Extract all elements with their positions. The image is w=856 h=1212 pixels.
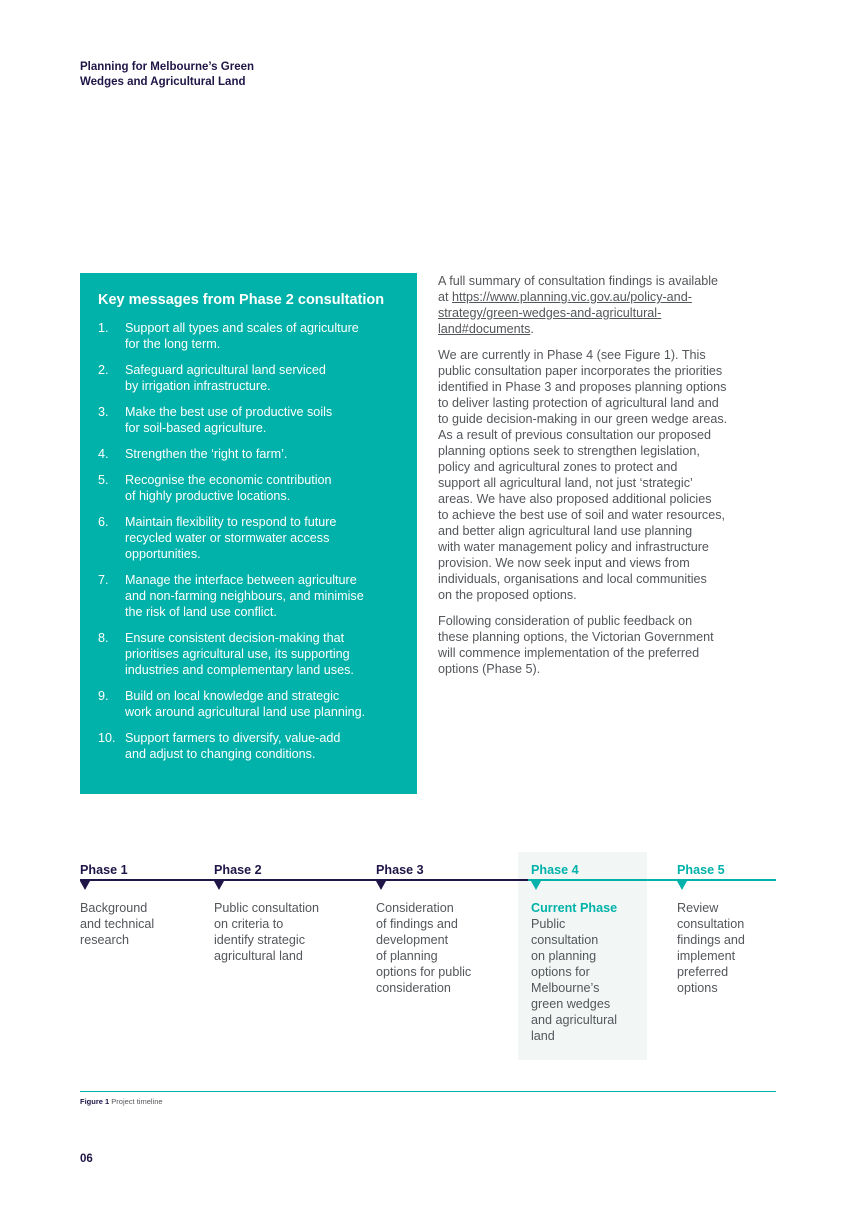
item-number: 7. — [98, 573, 109, 587]
phase-description: Background and technical research — [80, 901, 155, 947]
item-number: 3. — [98, 405, 109, 419]
phase-description: Consideration of findings and development of planning options for public consideration — [376, 901, 472, 995]
header-line-2: Wedges and Agricultural Land — [80, 76, 246, 88]
timeline-marker-icon — [214, 881, 224, 890]
item-line: and non-farming neighbours, and minimise — [125, 589, 364, 603]
summary-end: . — [530, 322, 534, 336]
figure-caption-text: Project timeline — [109, 1097, 163, 1106]
project-timeline — [80, 852, 776, 1062]
phase-title: Phase 3 — [376, 863, 424, 877]
item-line: industries and complementary land uses. — [125, 663, 354, 677]
key-message-item — [98, 730, 403, 762]
header-line-1: Planning for Melbourne’s Green — [80, 61, 255, 73]
summary-intro: A full summary of consultation findings is available — [438, 274, 719, 288]
key-messages-title: Key messages from Phase 2 consultation — [98, 292, 385, 308]
key-messages-box — [80, 273, 417, 794]
item-line: recycled water or stormwater access — [125, 531, 330, 545]
key-message-item — [98, 630, 403, 678]
item-line: Build on local knowledge and strategic — [125, 689, 340, 703]
item-line: for the long term. — [125, 337, 221, 351]
key-message-item — [98, 320, 403, 352]
item-line: Maintain flexibility to respond to future — [125, 515, 337, 529]
key-message-item — [98, 404, 403, 436]
timeline-line-completed — [80, 879, 528, 881]
item-number: 8. — [98, 631, 109, 645]
phase-title: Phase 2 — [214, 863, 262, 877]
item-line: Support all types and scales of agriculture — [125, 321, 359, 335]
running-header — [80, 60, 300, 90]
documents-link[interactable]: https://www.planning.vic.gov.au/policy-and- strategy/green-wedges-and-agricultural- land#documents — [438, 290, 692, 336]
phase4-paragraph: We are currently in Phase 4 (see Figure 1). This public consultation paper incorporates the priorities identified in Phase 3 and proposes planning options to deliver lasting protection of agricultural land and to guide decision-making in our green wedge areas. As a result of previous consultation our proposed planning options seek to strengthen legislation, policy and agricultural zones to protect and support all agricultural land, not just ‘strategic’ areas. We have also proposed additional policies to achieve the best use of soil and water resources, and better align agricultural land use planning with water management policy and infrastructure provision. We now seek input and views from individuals, organisations and local communities on the proposed options. — [438, 348, 728, 602]
item-line: Safeguard agricultural land serviced — [125, 363, 326, 377]
next-steps-paragraph: Following consideration of public feedback on these planning options, the Victorian Government will commence implementation of the preferred options (Phase 5). — [438, 614, 714, 676]
item-line: Ensure consistent decision-making that — [125, 631, 345, 645]
figure-caption — [80, 1097, 163, 1106]
key-message-item — [98, 514, 403, 562]
phase-title: Phase 4 — [531, 863, 579, 877]
item-line: work around agricultural land use planning. — [125, 705, 366, 719]
item-line: Strengthen the ‘right to farm’. — [125, 447, 288, 461]
item-line: and adjust to changing conditions. — [125, 747, 316, 761]
item-line: by irrigation infrastructure. — [125, 379, 271, 393]
timeline-marker-icon — [376, 881, 386, 890]
item-number: 2. — [98, 363, 109, 377]
timeline-marker-icon — [531, 881, 541, 890]
summary-at: at — [438, 290, 453, 304]
key-message-item — [98, 362, 403, 394]
key-message-item — [98, 472, 403, 504]
timeline-marker-icon — [677, 881, 687, 890]
item-line: Make the best use of productive soils — [125, 405, 333, 419]
item-number: 5. — [98, 473, 109, 487]
item-line: of highly productive locations. — [125, 489, 291, 503]
key-message-item — [98, 688, 403, 720]
figure-divider — [80, 1091, 776, 1092]
item-number: 9. — [98, 689, 109, 703]
phase-title: Phase 1 — [80, 863, 128, 877]
item-line: Support farmers to diversify, value-add — [125, 731, 341, 745]
item-line: prioritises agricultural use, its supporting — [125, 647, 350, 661]
item-number: 1. — [98, 321, 109, 335]
timeline-line-upcoming — [528, 879, 776, 881]
key-message-item — [98, 446, 403, 462]
phase-title: Phase 5 — [677, 863, 725, 877]
item-line: opportunities. — [125, 547, 201, 561]
phase-description: Public consultation on criteria to identify strategic agricultural land — [214, 901, 320, 963]
key-messages-list — [98, 320, 403, 762]
item-line: the risk of land use conflict. — [125, 605, 277, 619]
item-number: 4. — [98, 447, 109, 461]
item-line: for soil-based agriculture. — [125, 421, 267, 435]
body-text-column — [438, 273, 778, 687]
item-line: Recognise the economic contribution — [125, 473, 332, 487]
timeline-marker-icon — [80, 881, 90, 890]
item-number: 6. — [98, 515, 109, 529]
key-message-item — [98, 572, 403, 620]
item-number: 10. — [98, 731, 116, 745]
figure-label: Figure 1 — [80, 1097, 110, 1106]
current-phase-label: Current Phase — [531, 901, 618, 915]
phase-description: Review consultation findings and implement preferred options — [677, 901, 745, 995]
page-number: 06 — [80, 1153, 93, 1165]
summary-paragraph — [438, 273, 778, 337]
item-line: Manage the interface between agriculture — [125, 573, 357, 587]
phase-description: Current Phase Public consultation on planning options for Melbourne’s green wedges and agricultural land — [531, 901, 618, 1043]
